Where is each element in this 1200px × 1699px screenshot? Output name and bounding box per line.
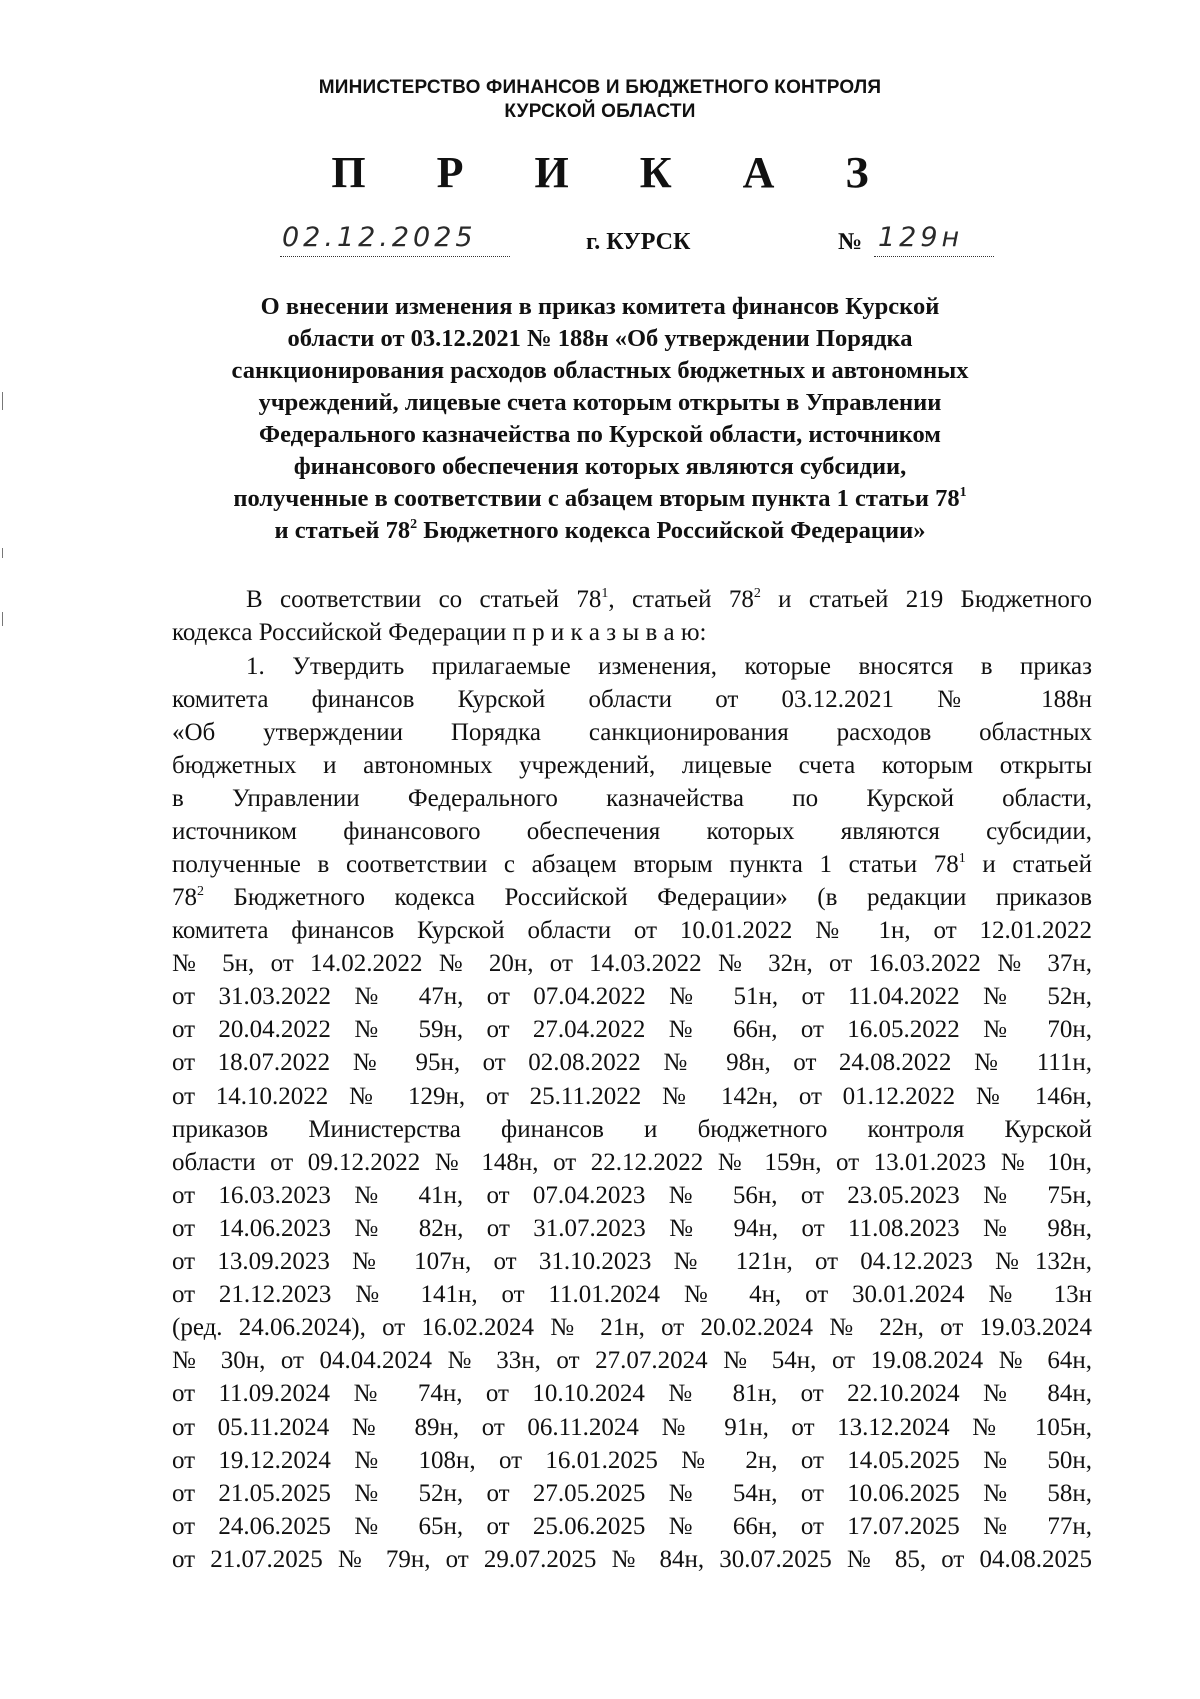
- preamble-line: кодекса Российской Федерации п р и к а з ы в а ю:: [172, 619, 707, 646]
- body-line: от 13.09.2023 № 107н, от 31.10.2023 № 121н, от 04.12.2023 №132н,: [172, 1248, 1092, 1275]
- superscript: 1: [959, 485, 967, 500]
- date-underline: [280, 256, 510, 258]
- heading-line: области от 03.12.2021 № 188н «Об утверждении Порядка: [287, 325, 913, 352]
- body-line: от 05.11.2024 № 89н, от 06.11.2024 № 91н, от 13.12.2024 № 105н,: [172, 1413, 1092, 1441]
- body-line: от 19.12.2024 № 108н, от 16.01.2025 № 2н, от 14.05.2025 № 50н,: [172, 1446, 1092, 1474]
- superscript: 2: [197, 884, 204, 899]
- body-text: полученные в соответствии с абзацем вторым пункта 1 статьи 78: [172, 851, 959, 878]
- body-line: от 31.03.2022 № 47н, от 07.04.2022 № 51н, от 11.04.2022 № 52н,: [172, 983, 1092, 1011]
- body-line: от 14.06.2023 № 82н, от 31.07.2023 № 94н, от 11.08.2023 № 98н,: [172, 1214, 1092, 1242]
- heading-text: Бюджетного кодекса Российской Федерации»: [417, 517, 926, 544]
- body-line: «Об утверждении Порядка санкционирования расходов областных: [172, 719, 1092, 746]
- ministry-name-line2: КУРСКОЙ ОБЛАСТИ: [504, 101, 696, 122]
- body-line: от 18.07.2022 № 95н, от 02.08.2022 № 98н, от 24.08.2022 № 111н,: [172, 1049, 1092, 1077]
- body-line: от 21.05.2025 № 52н, от 27.05.2025 № 54н, от 10.06.2025 № 58н,: [172, 1479, 1092, 1507]
- body-line: от 16.03.2023 № 41н, от 07.04.2023 № 56н, от 23.05.2023 № 75н,: [172, 1181, 1092, 1209]
- heading-line: санкционирования расходов областных бюджетных и автономных: [231, 357, 969, 384]
- body-line: области от 09.12.2022 № 148н, от 22.12.2022 № 159н, от 13.01.2023 № 10н,: [172, 1148, 1092, 1176]
- scan-margin-mark: [2, 612, 3, 626]
- body-line: от 20.04.2022 № 59н, от 27.04.2022 № 66н, от 16.05.2022 № 70н,: [172, 1016, 1092, 1044]
- heading-text: полученные в соответствии с абзацем вторым пункта 1 статьи 78: [233, 485, 960, 512]
- body-line: от 24.06.2025 № 65н, от 25.06.2025 № 66н, от 17.07.2025 № 77н,: [172, 1512, 1092, 1540]
- body-line: 1. Утвердить прилагаемые изменения, которые вносятся в приказ: [246, 653, 1092, 680]
- body-text: и статьей: [965, 851, 1092, 878]
- body-line: в Управлении Федерального казначейства по Курской области,: [172, 785, 1092, 812]
- body-line: комитета финансов Курской области от 10.01.2022 № 1н, от 12.01.2022: [172, 917, 1092, 944]
- handwritten-date: 02.12.2025: [282, 222, 477, 253]
- body-line: № 30н, от 04.04.2024 № 33н, от 27.07.2024 № 54н, от 19.08.2024 № 64н,: [172, 1347, 1092, 1375]
- heading-line: учреждений, лицевые счета которым открыты в Управлении: [258, 389, 942, 416]
- number-underline: [874, 256, 994, 258]
- body-line: от 21.12.2023 № 141н, от 11.01.2024 № 4н, от 30.01.2024 № 13н: [172, 1281, 1092, 1309]
- heading-line: О внесении изменения в приказ комитета финансов Курской: [260, 293, 940, 320]
- heading-line: финансового обеспечения которых являются субсидии,: [293, 453, 907, 480]
- superscript: 1: [958, 851, 966, 866]
- body-line: комитета финансов Курской области от 03.12.2021 № 188н: [172, 686, 1092, 713]
- handwritten-number: 129н: [878, 222, 964, 253]
- preamble-text: и статьей 219 Бюджетного: [760, 586, 1093, 613]
- heading-line: [0, 483, 1200, 515]
- body-line: от 14.10.2022 № 129н, от 25.11.2022 № 142н, от 01.12.2022 № 146н,: [172, 1082, 1092, 1110]
- heading-text: и статьей 78: [274, 517, 411, 544]
- body-line: от 11.09.2024 № 74н, от 10.10.2024 № 81н, от 22.10.2024 № 84н,: [172, 1380, 1092, 1408]
- body-text: 78: [172, 884, 197, 911]
- body-line: [172, 881, 1092, 914]
- heading-line: [0, 515, 1200, 547]
- superscript: 2: [753, 586, 761, 601]
- preamble-text: , статьей 78: [608, 586, 754, 613]
- body-line: бюджетных и автономных учреждений, лицевые счета которым открыты: [172, 752, 1092, 779]
- body-line: от 21.07.2025 № 79н, от 29.07.2025 № 84н, 30.07.2025 № 85, от 04.08.2025: [172, 1545, 1092, 1573]
- scan-margin-mark: [2, 548, 3, 558]
- body-line: [172, 848, 1092, 881]
- preamble-line: [246, 583, 1092, 616]
- document-type-title: П Р И К А З: [331, 148, 899, 197]
- superscript: 1: [601, 586, 609, 601]
- superscript: 2: [410, 517, 418, 532]
- number-label: №: [838, 229, 863, 255]
- city-label: г. КУРСК: [586, 229, 691, 255]
- preamble-text: В соответствии со статьей 78: [246, 586, 602, 613]
- ministry-name-line1: МИНИСТЕРСТВО ФИНАНСОВ И БЮДЖЕТНОГО КОНТРОЛЯ: [318, 77, 882, 98]
- heading-line: Федерального казначейства по Курской области, источником: [259, 421, 941, 448]
- body-line: № 5н, от 14.02.2022 № 20н, от 14.03.2022 № 32н, от 16.03.2022 № 37н,: [172, 950, 1092, 978]
- body-line: источником финансового обеспечения которых являются субсидии,: [172, 818, 1092, 845]
- body-line: приказов Министерства финансов и бюджетного контроля Курской: [172, 1115, 1092, 1143]
- body-line: (ред. 24.06.2024), от 16.02.2024 № 21н, от 20.02.2024 № 22н, от 19.03.2024: [172, 1314, 1092, 1342]
- body-text: Бюджетного кодекса Российской Федерации» (в редакции приказов: [204, 884, 1092, 911]
